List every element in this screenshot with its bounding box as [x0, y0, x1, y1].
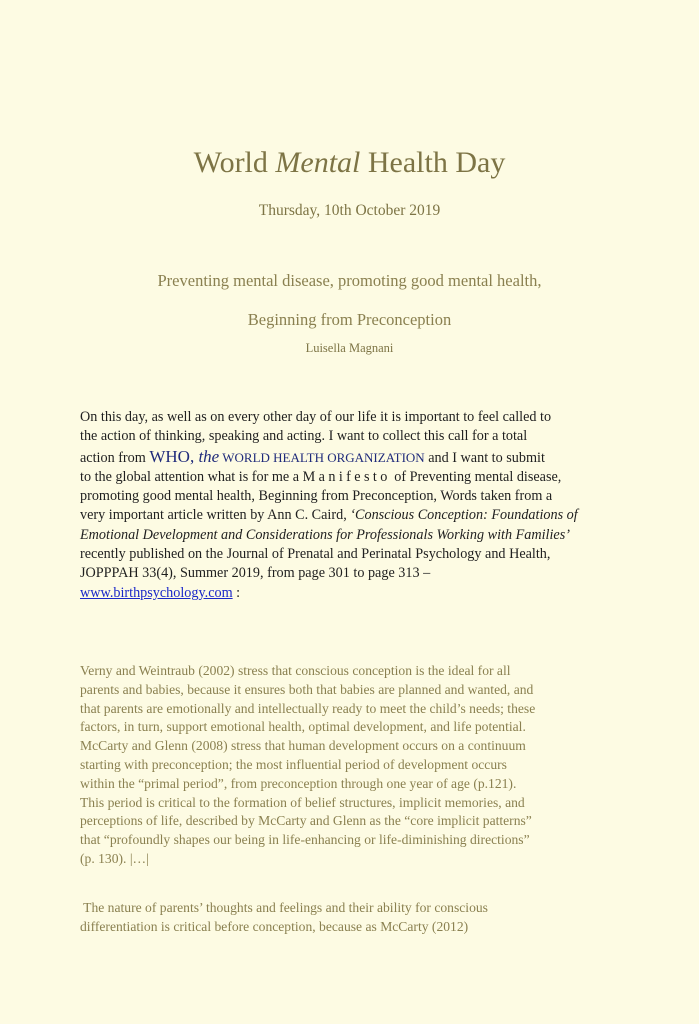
intro-text: :: [232, 584, 241, 601]
title-part1: World: [193, 146, 276, 179]
intro-text: action from: [80, 449, 150, 466]
manifesto-text: Manifesto: [302, 468, 391, 485]
article-title: ‘Conscious Conception: Foundations of: [350, 507, 578, 524]
title-italic: Mental: [275, 146, 361, 179]
quote-line: parents and babies, because it ensures both that babies are planned and wanted, and: [80, 681, 534, 697]
date: Thursday, 10th October 2019: [258, 202, 441, 219]
quote-line: differentiation is critical before conception, because as McCarty (2012): [80, 918, 469, 934]
article-title-cont: Emotional Development and Considerations for Professionals Working with Families’: [80, 526, 570, 543]
page-title: [0, 146, 699, 180]
intro-line: [80, 584, 640, 603]
intro-text: to the global attention what is for me a: [80, 468, 303, 485]
intro-text: of Preventing mental disease,: [390, 468, 562, 485]
birthpsychology-link[interactable]: www.birthpsychology.com: [80, 584, 233, 601]
intro-paragraph: [80, 408, 640, 603]
author: Luisella Magnani: [305, 341, 394, 355]
intro-line: [80, 468, 640, 487]
who-text: WHO,: [149, 446, 195, 466]
quote-line: McCarty and Glenn (2008) stress that human development occurs on a continuum: [80, 738, 526, 754]
title-part2: Health Day: [360, 146, 506, 179]
intro-line: [80, 447, 640, 468]
intro-line: promoting good mental health, Beginning from Preconception, Words taken from a: [80, 488, 553, 505]
quote-line: that parents are emotionally and intellectually ready to meet the child’s needs; these: [80, 700, 536, 716]
quote-line: factors, in turn, support emotional health, optimal development, and life potential.: [80, 719, 526, 735]
quote-line: This period is critical to the formation of belief structures, implicit memories, and: [80, 794, 525, 810]
subtitle-line2: Beginning from Preconception: [247, 310, 452, 329]
quote-line: that “profoundly shapes our being in life-enhancing or life-diminishing directions”: [80, 832, 530, 848]
the-text: the: [194, 446, 220, 466]
subtitle-line1: Preventing mental disease, promoting good mental health,: [157, 271, 542, 290]
org-text: WORLD HEALTH ORGANIZATION: [219, 449, 425, 465]
quote-line: (p. 130). |…|: [80, 850, 149, 866]
quote-line: within the “primal period”, from preconception through one year of age (p.121).: [80, 775, 517, 791]
quote-line: The nature of parents’ thoughts and feelings and their ability for conscious: [80, 900, 488, 915]
intro-line: On this day, as well as on every other day of our life it is important to feel called to: [80, 409, 552, 425]
quote-line: starting with preconception; the most influential period of development occurs: [80, 756, 507, 772]
intro-line: the action of thinking, speaking and acting. I want to collect this call for a total: [80, 428, 528, 445]
quote-line: perceptions of life, described by McCarty and Glenn as the “core implicit patterns”: [80, 813, 532, 829]
intro-line: JOPPPAH 33(4), Summer 2019, from page 301 to page 313 –: [80, 565, 431, 582]
intro-text: and I want to submit: [424, 449, 545, 466]
quote-paragraph: [80, 662, 640, 869]
intro-text: very important article written by Ann C. Caird,: [80, 507, 351, 524]
intro-line: [80, 506, 640, 525]
quote-paragraph-2: [80, 899, 640, 937]
quote-line: Verny and Weintraub (2002) stress that conscious conception is the ideal for all: [80, 663, 511, 678]
intro-line: recently published on the Journal of Prenatal and Perinatal Psychology and Health,: [80, 546, 551, 563]
